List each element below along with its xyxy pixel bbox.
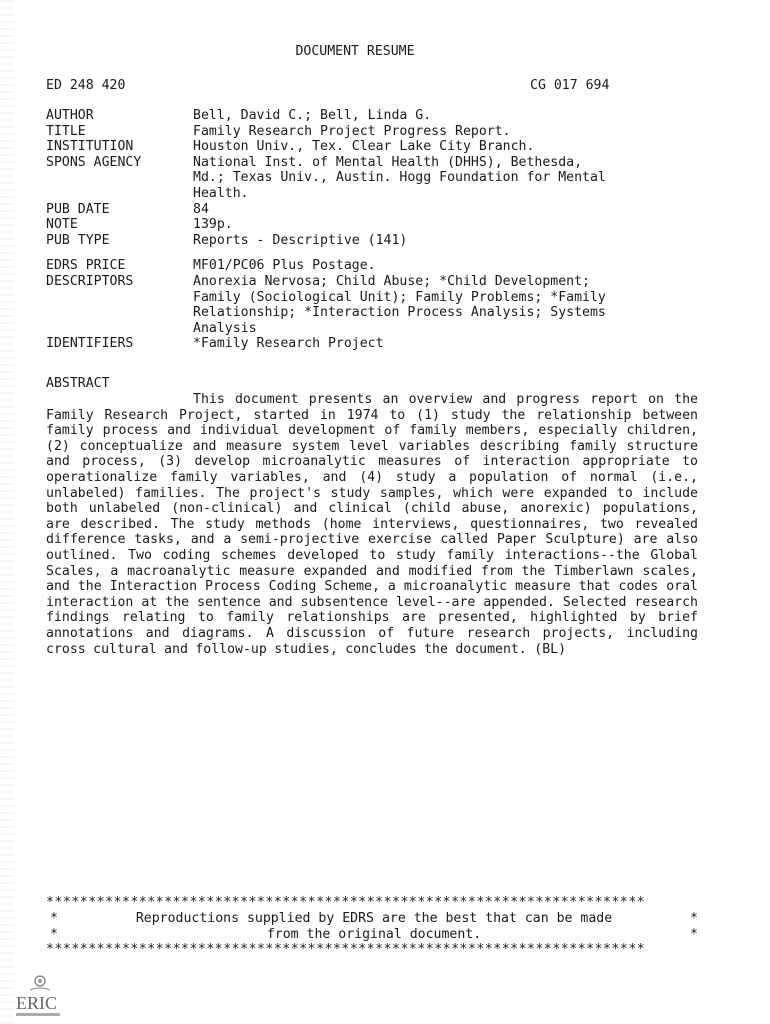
notice-line-1 bbox=[46, 911, 702, 927]
field-value: Anorexia Nervosa; Child Abuse; *Child Development; Family (Sociological Unit); Family Problems; *Family Relationship; *Interaction Process Analysis; Systems Analysis bbox=[193, 273, 606, 336]
bibliographic-fields bbox=[46, 108, 706, 352]
field-label: INSTITUTION bbox=[46, 139, 134, 155]
field-label: TITLE bbox=[46, 123, 86, 139]
field-label: EDRS PRICE bbox=[46, 258, 126, 274]
field-label: DESCRIPTORS bbox=[46, 273, 134, 289]
field-pub-type bbox=[46, 233, 706, 249]
notice-text-1: Reproductions supplied by EDRS are the best that can be made bbox=[135, 911, 613, 926]
field-value: *Family Research Project bbox=[193, 336, 384, 352]
field-value: Houston Univ., Tex. Clear Lake City Branch. bbox=[193, 139, 535, 155]
notice-star-right: * bbox=[690, 911, 698, 926]
field-identifiers bbox=[46, 336, 706, 352]
field-value: Reports - Descriptive (141) bbox=[193, 232, 408, 248]
field-descriptors bbox=[46, 274, 706, 336]
eric-logo-text: ERIC bbox=[16, 993, 58, 1013]
field-label: PUB DATE bbox=[46, 201, 110, 217]
field-author bbox=[46, 108, 706, 124]
abstract-heading: ABSTRACT bbox=[46, 376, 110, 391]
notice-star-left: * bbox=[50, 926, 58, 942]
field-pub-date bbox=[46, 202, 706, 218]
field-label: NOTE bbox=[46, 217, 78, 233]
field-value: National Inst. of Mental Health (DHHS), Bethesda, Md.; Texas Univ., Austin. Hogg Foundation for Mental Health. bbox=[193, 154, 606, 201]
field-note bbox=[46, 217, 706, 233]
field-value: Bell, David C.; Bell, Linda G. bbox=[193, 108, 432, 123]
notice-star-left: * bbox=[50, 911, 58, 926]
field-value: MF01/PC06 Plus Postage. bbox=[193, 258, 376, 274]
field-value: 84 bbox=[193, 201, 209, 217]
eric-logo-icon bbox=[10, 972, 68, 1020]
field-value: 139p. bbox=[193, 217, 233, 233]
document-title: DOCUMENT RESUME bbox=[295, 44, 415, 59]
field-spons-agency bbox=[46, 155, 706, 202]
abstract-text: This document presents an overview and progress report on the Family Research Project, started in 1974 to (1) study the relationship between family process and individual development of family members, especially children, (2) conceptualize and measure system level variables describing family structure and process, (3) develop microanalytic measures of interaction appropriate to operationalize family variables, and (4) study a population of normal (i.e., unlabeled) families. The project's study samples, which were expanded to include both unlabeled (non-clinical) and clinical (child abuse, anorexic) populations, are described. The study methods (home interviews, questionnaires, two revealed difference tasks, and a semi-projective exercise called Paper Sculpture) are also outlined. Two coding schemes developed to study family interactions--the Global Scales, a macroanalytic measure expanded and modified from the Timberlawn scales, and the Interaction Process Coding Scheme, a microanalytic measure that codes oral interaction at the sentence and subsentence level--are appended. Selected research findings relating to family relationships are presented, highlighted by brief annotations and diagrams. A discussion of future research projects, including cross cultural and follow-up studies, concludes the document. (BL) bbox=[46, 392, 698, 657]
field-label: PUB TYPE bbox=[46, 232, 110, 248]
field-value: Family Research Project Progress Report. bbox=[193, 123, 511, 139]
field-institution bbox=[46, 139, 706, 155]
notice-star-right: * bbox=[690, 926, 698, 942]
ed-number: ED 248 420 bbox=[46, 78, 126, 93]
star-rule-bottom: *********************************************************************** bbox=[46, 942, 646, 957]
field-label: IDENTIFIERS bbox=[46, 336, 134, 352]
field-title bbox=[46, 124, 706, 140]
field-edrs-price bbox=[46, 258, 706, 274]
notice-text-2: from the original document. bbox=[266, 926, 482, 942]
field-label: AUTHOR bbox=[46, 108, 94, 123]
reproduction-notice bbox=[46, 911, 702, 942]
field-label: SPONS AGENCY bbox=[46, 154, 142, 170]
field-spacer bbox=[46, 248, 706, 258]
notice-line-2 bbox=[46, 927, 702, 943]
star-rule-top: *********************************************************************** bbox=[46, 895, 646, 910]
cg-number: CG 017 694 bbox=[530, 78, 610, 93]
scan-edge-artifact bbox=[0, 0, 14, 1024]
